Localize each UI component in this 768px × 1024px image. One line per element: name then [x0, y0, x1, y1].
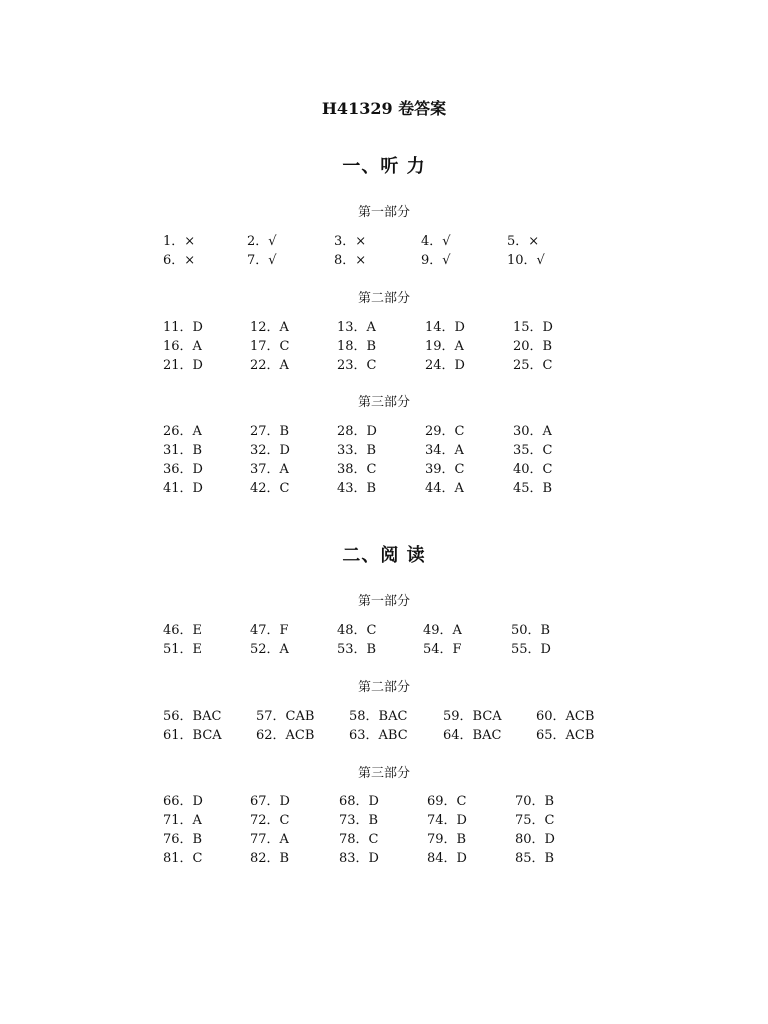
answer-item: 1．× — [163, 234, 196, 249]
answer-item: 80．D — [515, 832, 555, 847]
answer-row — [0, 335, 768, 354]
answer-item: 20．B — [513, 339, 553, 354]
answer-item: 27．B — [250, 424, 290, 439]
answer-item: 21．D — [163, 358, 203, 373]
answer-row — [0, 230, 768, 249]
section-title-listening: 一、听 力 — [342, 156, 426, 177]
answer-row — [0, 638, 768, 657]
answer-item: 4．√ — [421, 234, 451, 249]
section-title-reading: 二、阅 读 — [342, 545, 426, 566]
answer-row — [0, 705, 768, 724]
answer-item: 60．ACB — [536, 709, 595, 724]
answer-item: 24．D — [425, 358, 465, 373]
answer-item: 23．C — [337, 358, 377, 373]
answer-item: 36．D — [163, 462, 203, 477]
answer-row — [0, 809, 768, 828]
answer-item: 16．A — [163, 339, 202, 354]
answer-item: 17．C — [250, 339, 290, 354]
answer-item: 47．F — [250, 623, 289, 638]
answer-item: 67．D — [250, 794, 290, 809]
answer-item: 71．A — [163, 813, 202, 828]
answer-item: 57．CAB — [256, 709, 315, 724]
answer-item: 11．D — [163, 320, 203, 335]
reading-part-2-title: 第二部分 — [357, 680, 410, 695]
answer-row — [0, 420, 768, 439]
answer-item: 8．× — [334, 253, 367, 268]
answer-row — [0, 619, 768, 638]
answer-row — [0, 439, 768, 458]
listening-part-3-title: 第三部分 — [357, 395, 410, 410]
answer-item: 78．C — [339, 832, 379, 847]
answer-item: 6．× — [163, 253, 196, 268]
answer-item: 49．A — [423, 623, 462, 638]
answer-item: 72．C — [250, 813, 290, 828]
answer-item: 30．A — [513, 424, 552, 439]
answer-row — [0, 354, 768, 373]
answer-item: 51．E — [163, 642, 203, 657]
answer-item: 63．ABC — [349, 728, 408, 743]
answer-item: 37．A — [250, 462, 289, 477]
listening-part-1-title: 第一部分 — [357, 205, 410, 220]
answer-item: 12．A — [250, 320, 289, 335]
answer-item: 29．C — [425, 424, 465, 439]
answer-item: 34．A — [425, 443, 464, 458]
answer-item: 77．A — [250, 832, 289, 847]
answer-item: 58．BAC — [349, 709, 408, 724]
answer-item: 79．B — [427, 832, 467, 847]
answer-item: 22．A — [250, 358, 289, 373]
answer-item: 56．BAC — [163, 709, 222, 724]
answer-row — [0, 790, 768, 809]
answer-item: 9．√ — [421, 253, 451, 268]
answer-item: 76．B — [163, 832, 203, 847]
answer-row — [0, 724, 768, 743]
answer-item: 26．A — [163, 424, 202, 439]
answer-item: 25．C — [513, 358, 553, 373]
answer-item: 14．D — [425, 320, 465, 335]
answer-item: 59．BCA — [443, 709, 502, 724]
answer-row — [0, 458, 768, 477]
answer-item: 73．B — [339, 813, 379, 828]
reading-part-1-title: 第一部分 — [357, 594, 410, 609]
answer-item: 81．C — [163, 851, 203, 866]
answer-item: 75．C — [515, 813, 555, 828]
answer-item: 62．ACB — [256, 728, 315, 743]
answer-item: 64．BAC — [443, 728, 502, 743]
answer-item: 41．D — [163, 481, 203, 496]
answer-row — [0, 477, 768, 496]
answer-item: 52．A — [250, 642, 289, 657]
answer-item: 66．D — [163, 794, 203, 809]
answer-item: 54．F — [423, 642, 462, 657]
answer-row — [0, 249, 768, 268]
answer-item: 32．D — [250, 443, 290, 458]
answer-item: 42．C — [250, 481, 290, 496]
answer-item: 3．× — [334, 234, 367, 249]
answer-item: 43．B — [337, 481, 377, 496]
answer-item: 70．B — [515, 794, 555, 809]
answer-row — [0, 828, 768, 847]
reading-part-3-title: 第三部分 — [357, 766, 410, 781]
listening-part-2-title: 第二部分 — [357, 291, 410, 306]
answer-item: 50．B — [511, 623, 551, 638]
answer-item: 82．B — [250, 851, 290, 866]
answer-item: 48．C — [337, 623, 377, 638]
answer-item: 33．B — [337, 443, 377, 458]
answer-item: 35．C — [513, 443, 553, 458]
answer-row — [0, 847, 768, 866]
answer-item: 85．B — [515, 851, 555, 866]
answer-item: 84．D — [427, 851, 467, 866]
answer-item: 44．A — [425, 481, 464, 496]
answer-item: 61．BCA — [163, 728, 222, 743]
answer-item: 7．√ — [247, 253, 277, 268]
answer-item: 5．× — [507, 234, 540, 249]
answer-item: 18．B — [337, 339, 377, 354]
answer-item: 40．C — [513, 462, 553, 477]
answer-item: 55．D — [511, 642, 551, 657]
answer-item: 65．ACB — [536, 728, 595, 743]
answer-item: 2．√ — [247, 234, 277, 249]
answer-item: 46．E — [163, 623, 203, 638]
answer-item: 74．D — [427, 813, 467, 828]
answer-item: 69．C — [427, 794, 467, 809]
answer-item: 13．A — [337, 320, 376, 335]
answer-item: 28．D — [337, 424, 377, 439]
answer-row — [0, 316, 768, 335]
answer-item: 53．B — [337, 642, 377, 657]
document-title: H41329 卷答案 — [321, 99, 447, 118]
answer-item: 15．D — [513, 320, 553, 335]
answer-item: 45．B — [513, 481, 553, 496]
answer-item: 38．C — [337, 462, 377, 477]
answer-item: 19．A — [425, 339, 464, 354]
answer-item: 10．√ — [507, 253, 545, 268]
answer-item: 39．C — [425, 462, 465, 477]
answer-item: 68．D — [339, 794, 379, 809]
answer-item: 31．B — [163, 443, 203, 458]
answer-item: 83．D — [339, 851, 379, 866]
